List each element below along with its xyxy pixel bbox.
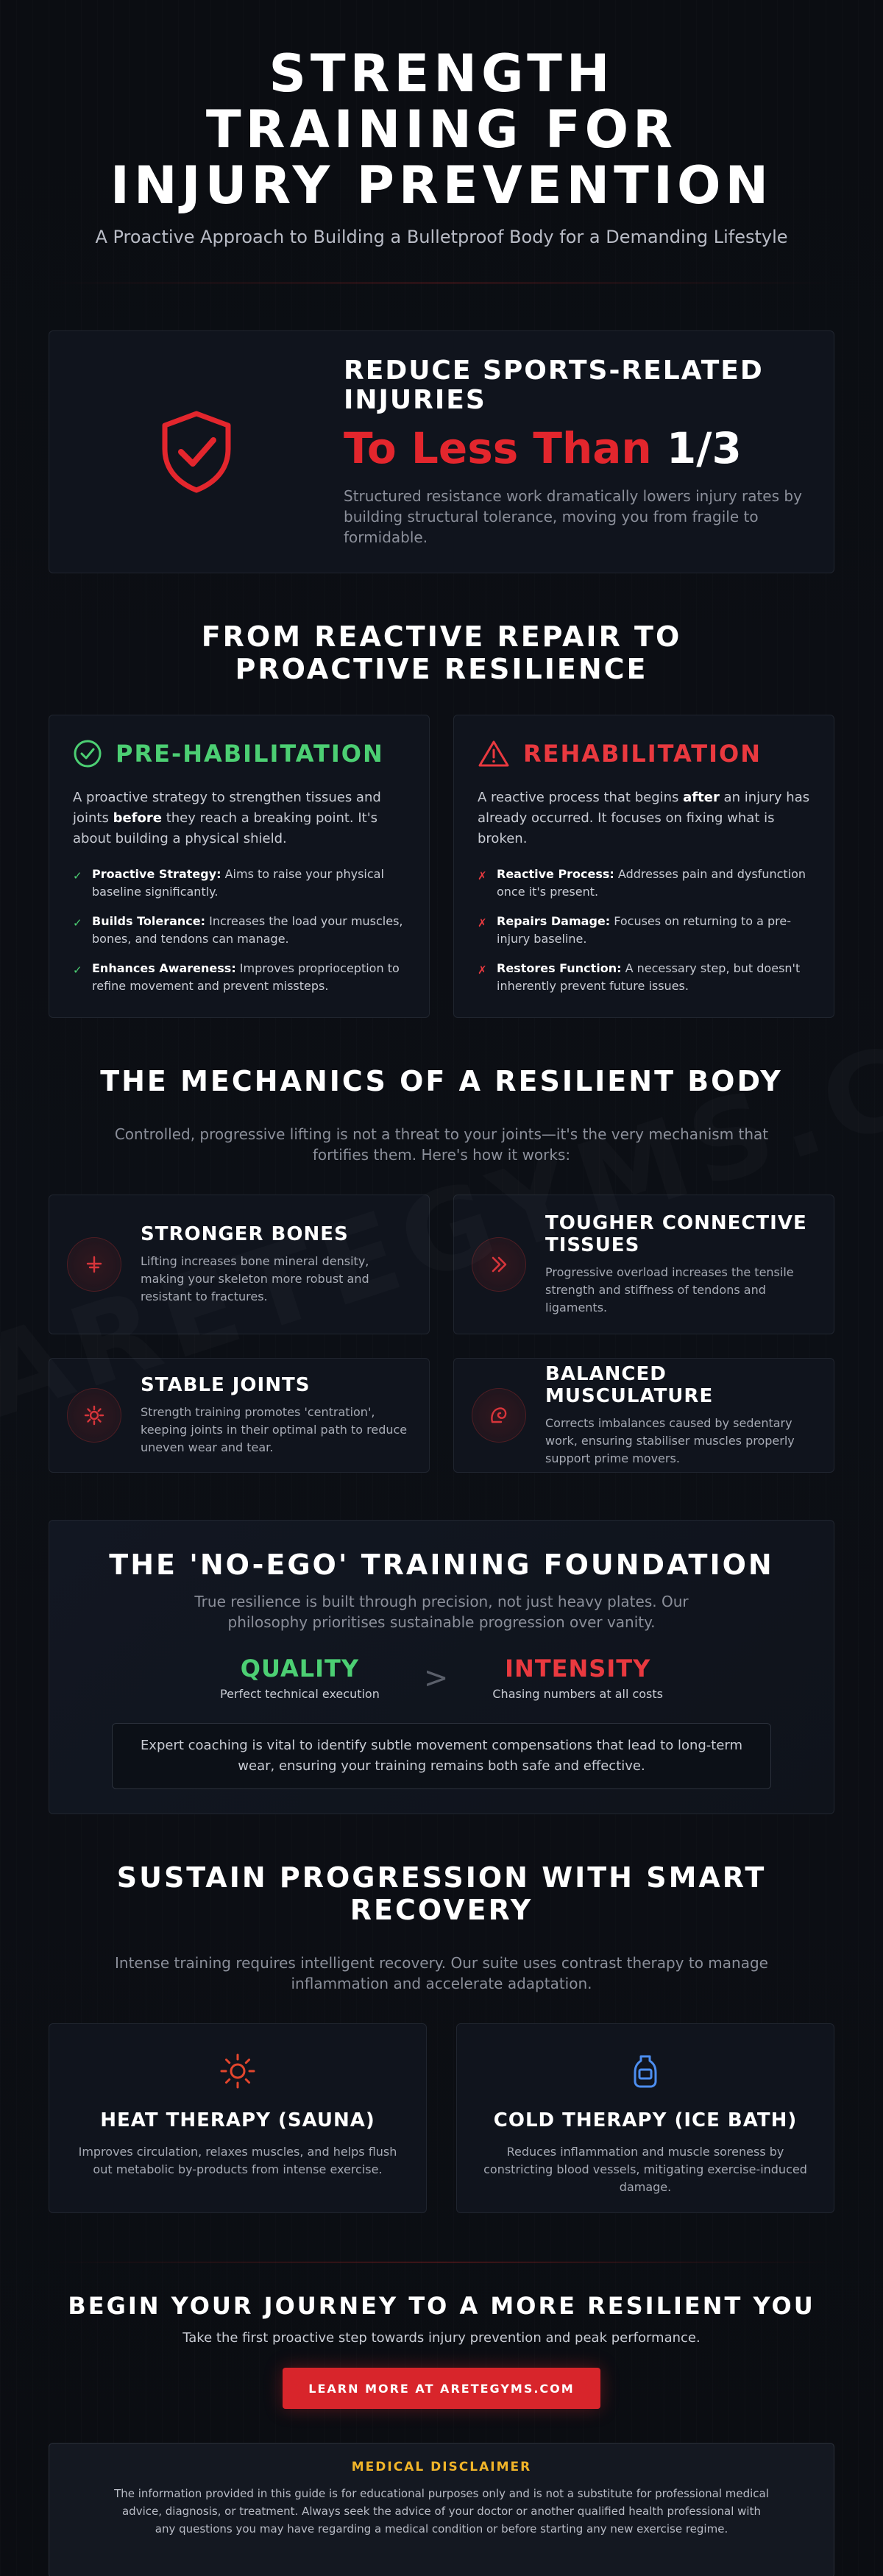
- prehab-intro-b: they reach a breaking point. It's about building a physical shield.: [73, 810, 378, 846]
- mech-icon-wrap: [472, 1388, 526, 1443]
- cta-title: BEGIN YOUR JOURNEY TO A MORE RESILIENT YOU: [68, 2292, 815, 2320]
- greater-than-icon: >: [423, 1660, 449, 1695]
- list-item-title: Builds Tolerance:: [92, 914, 206, 928]
- stat-icon-area: [49, 408, 344, 496]
- mech-text: [545, 1212, 816, 1317]
- prehab-intro-bold: before: [113, 810, 162, 826]
- mech-title: BALANCED MUSCULATURE: [545, 1363, 714, 1407]
- list-item-body: Focuses on returning to a pre-injury baseline.: [497, 914, 791, 946]
- heat-therapy-card: [49, 2023, 427, 2213]
- list-item-title: Proactive Strategy:: [92, 867, 221, 881]
- mech-desc: Lifting increases bone mineral density, making your skeleton more robust and resistant to fractures.: [141, 1254, 369, 1303]
- intensity-column: [492, 1655, 663, 1701]
- mech-text: [141, 1223, 411, 1306]
- list-item-text: [92, 866, 405, 901]
- quality-column: [220, 1655, 380, 1701]
- rehab-intro-b: an injury has already occurred. It focuses on fixing what is broken.: [478, 790, 810, 846]
- list-item-title: Restores Function:: [497, 961, 622, 975]
- rehab-card: [453, 715, 834, 1018]
- stat-text: [344, 356, 834, 548]
- cta-subtitle: Take the first proactive step towards injury prevention and peak performance.: [182, 2330, 701, 2346]
- prehab-header: [73, 739, 405, 768]
- list-item-text: [497, 960, 810, 995]
- intensity-label: INTENSITY: [505, 1655, 651, 1682]
- check-mark-icon: ✓: [73, 963, 82, 977]
- stat-figure-value: 1/3: [666, 423, 742, 473]
- no-ego-card: [49, 1520, 834, 1814]
- rehab-intro: [478, 788, 810, 849]
- intensity-sub: Chasing numbers at all costs: [492, 1687, 663, 1701]
- prehab-card: [49, 715, 430, 1018]
- cold-therapy-card: [456, 2023, 834, 2213]
- mech-text: [545, 1363, 816, 1468]
- recovery-row: [49, 2023, 834, 2213]
- check-mark-icon: ✓: [73, 916, 82, 930]
- list-item-body: A necessary step, but doesn't inherently prevent future issues.: [497, 961, 801, 993]
- coaching-note: Expert coaching is vital to identify subtle movement compensations that lead to long-term wear, ensuring your training remains both safe and effective.: [112, 1723, 771, 1789]
- prehab-list: [73, 866, 405, 995]
- recovery-lead: Intense training requires intelligent recovery. Our suite uses contrast therapy to manage inflammation and accelerate adaptation.: [115, 1954, 768, 1992]
- disclaimer-title: MEDICAL DISCLAIMER: [351, 2460, 532, 2474]
- mech-desc: Progressive overload increases the tensile strength and stiffness of tendons and ligaments.: [545, 1265, 794, 1314]
- mechanics-card-musculature: [453, 1358, 834, 1473]
- stat-figure: [344, 424, 804, 473]
- warning-triangle-icon: [478, 739, 510, 768]
- sun-icon: [219, 2052, 257, 2090]
- list-item: [73, 866, 405, 901]
- cross-mark-icon: ✗: [478, 963, 487, 977]
- stat-heading: REDUCE SPORTS-RELATED INJURIES: [344, 355, 764, 415]
- injury-stat-card: [49, 330, 834, 573]
- mech-icon-wrap: [67, 1237, 121, 1292]
- disclaimer-text: The information provided in this guide is for educational purposes only and is not a substitute for professional medical advice, diagnosis, or treatment. Always seek the advice of your doctor or another qualified health professional with any questions you may have regarding a medical condition or before starting any new exercise regime.: [114, 2487, 769, 2536]
- list-item-body: Aims to raise your physical baseline significantly.: [92, 867, 384, 899]
- stat-description: Structured resistance work dramatically lowers injury rates by building structural tolerance, moving you from fragile to formidable.: [344, 487, 802, 546]
- quality-label: QUALITY: [240, 1655, 360, 1682]
- mechanics-section-title: THE MECHANICS OF A RESILIENT BODY: [100, 1065, 783, 1097]
- rehab-header: [478, 739, 810, 768]
- reactive-section-title: FROM REACTIVE REPAIR TO PROACTIVE RESILIENCE: [201, 620, 682, 685]
- list-item: [478, 913, 810, 948]
- page-title: [49, 0, 834, 216]
- list-item: [478, 866, 810, 901]
- double-chevron-icon: [486, 1252, 511, 1277]
- list-item-text: [92, 913, 405, 948]
- ice-bottle-icon: [626, 2052, 664, 2090]
- cross-mark-icon: ✗: [478, 916, 487, 930]
- mech-icon-wrap: [472, 1237, 526, 1292]
- list-item: [478, 960, 810, 995]
- joint-gear-icon: [82, 1403, 107, 1428]
- list-item-title: Reactive Process:: [497, 867, 614, 881]
- ego-title: THE 'NO-EGO' TRAINING FOUNDATION: [109, 1549, 774, 1581]
- cold-desc: Reduces inflammation and muscle soreness by constricting blood vessels, mitigating exercise-induced damage.: [483, 2145, 807, 2194]
- mech-text: [141, 1374, 411, 1457]
- page-title-text: STRENGTH TRAINING FOR INJURY PREVENTION: [110, 43, 773, 216]
- stat-figure-red: To Less Than: [344, 423, 652, 473]
- mech-desc: Corrects imbalances caused by sedentary work, ensuring stabiliser muscles properly support prime movers.: [545, 1416, 795, 1465]
- mechanics-card-tissues: [453, 1195, 834, 1334]
- mechanics-card-bones: [49, 1195, 430, 1334]
- mech-title: STABLE JOINTS: [141, 1374, 311, 1396]
- rehab-list: [478, 866, 810, 995]
- list-item: [73, 913, 405, 948]
- check-circle-icon: [73, 739, 102, 768]
- list-item: [73, 960, 405, 995]
- rehab-intro-a: A reactive process that begins: [478, 790, 684, 805]
- medical-disclaimer: [49, 2443, 834, 2576]
- prehab-label: PRE-HABILITATION: [116, 740, 384, 768]
- list-item-body: Improves proprioception to refine movement and prevent missteps.: [92, 961, 400, 993]
- shield-check-icon: [156, 408, 237, 496]
- check-mark-icon: ✓: [73, 869, 82, 882]
- recovery-section-title: SUSTAIN PROGRESSION WITH SMART RECOVERY: [116, 1861, 767, 1926]
- mech-title: STRONGER BONES: [141, 1223, 349, 1245]
- list-item-body: Addresses pain and dysfunction once it's present.: [497, 867, 806, 899]
- list-item-body: Increases the load your muscles, bones, and tendons can manage.: [92, 914, 403, 946]
- mechanics-grid: [49, 1195, 834, 1473]
- mechanics-lead: Controlled, progressive lifting is not a threat to your joints—it's the very mechanism that fortifies them. Here's how it works:: [114, 1125, 769, 1164]
- prehab-intro-a: A proactive strategy to strengthen tissues and joints: [73, 790, 381, 826]
- mech-desc: Strength training promotes 'centration', keeping joints in their optimal path to reduce uneven wear and tear.: [141, 1405, 408, 1454]
- list-item-title: Repairs Damage:: [497, 914, 611, 928]
- muscle-icon: [486, 1403, 511, 1428]
- ego-lead: True resilience is built through precision, not just heavy plates. Our philosophy prioritises sustainable progression over vanity.: [194, 1593, 689, 1631]
- quality-sub: Perfect technical execution: [219, 1687, 380, 1701]
- list-item-title: Enhances Awareness:: [92, 961, 236, 975]
- bone-icon: [82, 1252, 107, 1277]
- mechanics-card-joints: [49, 1358, 430, 1473]
- page-subtitle: A Proactive Approach to Building a Bulletproof Body for a Demanding Lifestyle: [95, 227, 788, 247]
- ego-comparison: [49, 1655, 834, 1701]
- learn-more-button[interactable]: LEARN MORE AT ARETEGYMS.COM: [283, 2368, 600, 2409]
- mech-title: TOUGHER CONNECTIVE TISSUES: [545, 1212, 807, 1256]
- heat-desc: Improves circulation, relaxes muscles, and helps flush out metabolic by-products from intense exercise.: [78, 2145, 397, 2176]
- rehab-label: REHABILITATION: [523, 740, 762, 768]
- heat-title: HEAT THERAPY (SAUNA): [100, 2109, 375, 2131]
- rehab-intro-bold: after: [683, 790, 720, 805]
- mech-icon-wrap: [67, 1388, 121, 1443]
- list-item-text: [497, 866, 810, 901]
- list-item-text: [92, 960, 405, 995]
- prehab-intro: [73, 788, 405, 849]
- cold-title: COLD THERAPY (ICE BATH): [493, 2109, 798, 2131]
- cross-mark-icon: ✗: [478, 869, 487, 882]
- compare-row: [49, 715, 834, 1018]
- list-item-text: [497, 913, 810, 948]
